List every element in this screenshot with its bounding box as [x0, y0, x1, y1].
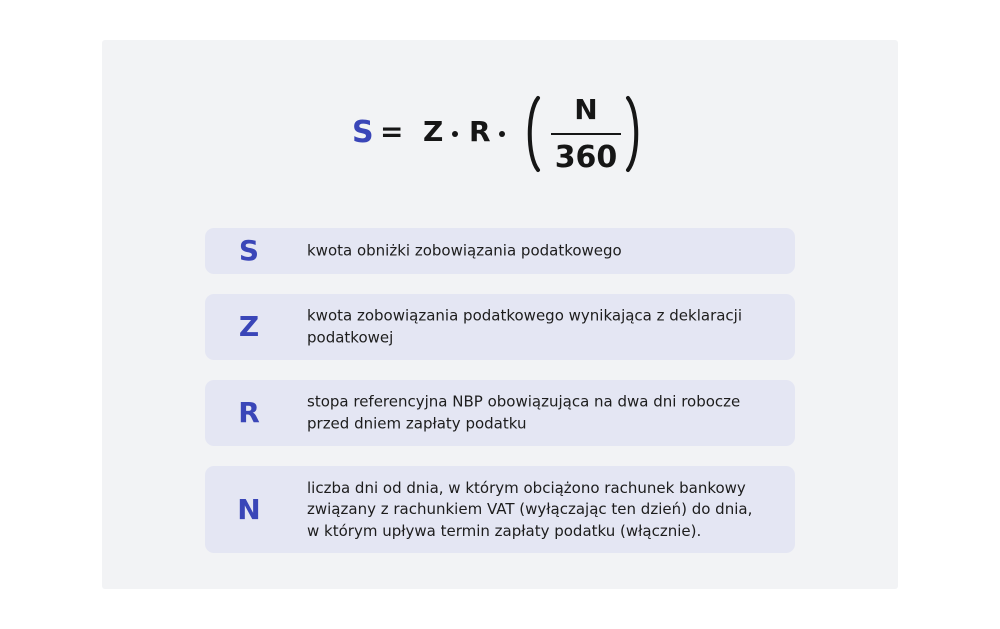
legend-description: liczba dni od dnia, w którym obciążono rachunek bankowy związany z rachunkiem VAT (wyłączając ten dzień) do dnia, w którym upływa termin zapłaty podatku (włącznie).	[307, 478, 753, 540]
formula-term-z: Z	[423, 115, 444, 148]
right-parenthesis	[628, 98, 636, 170]
fraction-bar	[551, 133, 621, 135]
legend-symbol: Z	[238, 310, 260, 343]
legend-row-n	[205, 466, 795, 553]
legend-symbol: N	[237, 492, 261, 526]
legend-description: kwota zobowiązania podatkowego wynikająca z deklaracji podatkowej	[307, 306, 743, 346]
fraction-numerator: N	[574, 93, 598, 126]
legend-row-z	[205, 294, 795, 360]
fraction-denominator: 360	[554, 140, 618, 175]
legend-description: kwota obniżki zobowiązania podatkowego	[307, 241, 622, 260]
legend-symbol: S	[238, 234, 260, 267]
left-parenthesis	[530, 98, 538, 170]
formula-term-r: R	[469, 115, 491, 148]
formula-equals-sign: =	[380, 115, 404, 148]
legend-row-s	[205, 228, 795, 274]
legend-symbol: R	[238, 396, 260, 429]
multiplication-dot	[499, 131, 505, 137]
formula-result-symbol: S	[352, 115, 374, 150]
multiplication-dot	[452, 131, 458, 137]
legend-description: stopa referencyjna NBP obowiązująca na dwa dni robocze przed dniem zapłaty podatku	[307, 392, 741, 432]
legend-row-r	[205, 380, 795, 446]
